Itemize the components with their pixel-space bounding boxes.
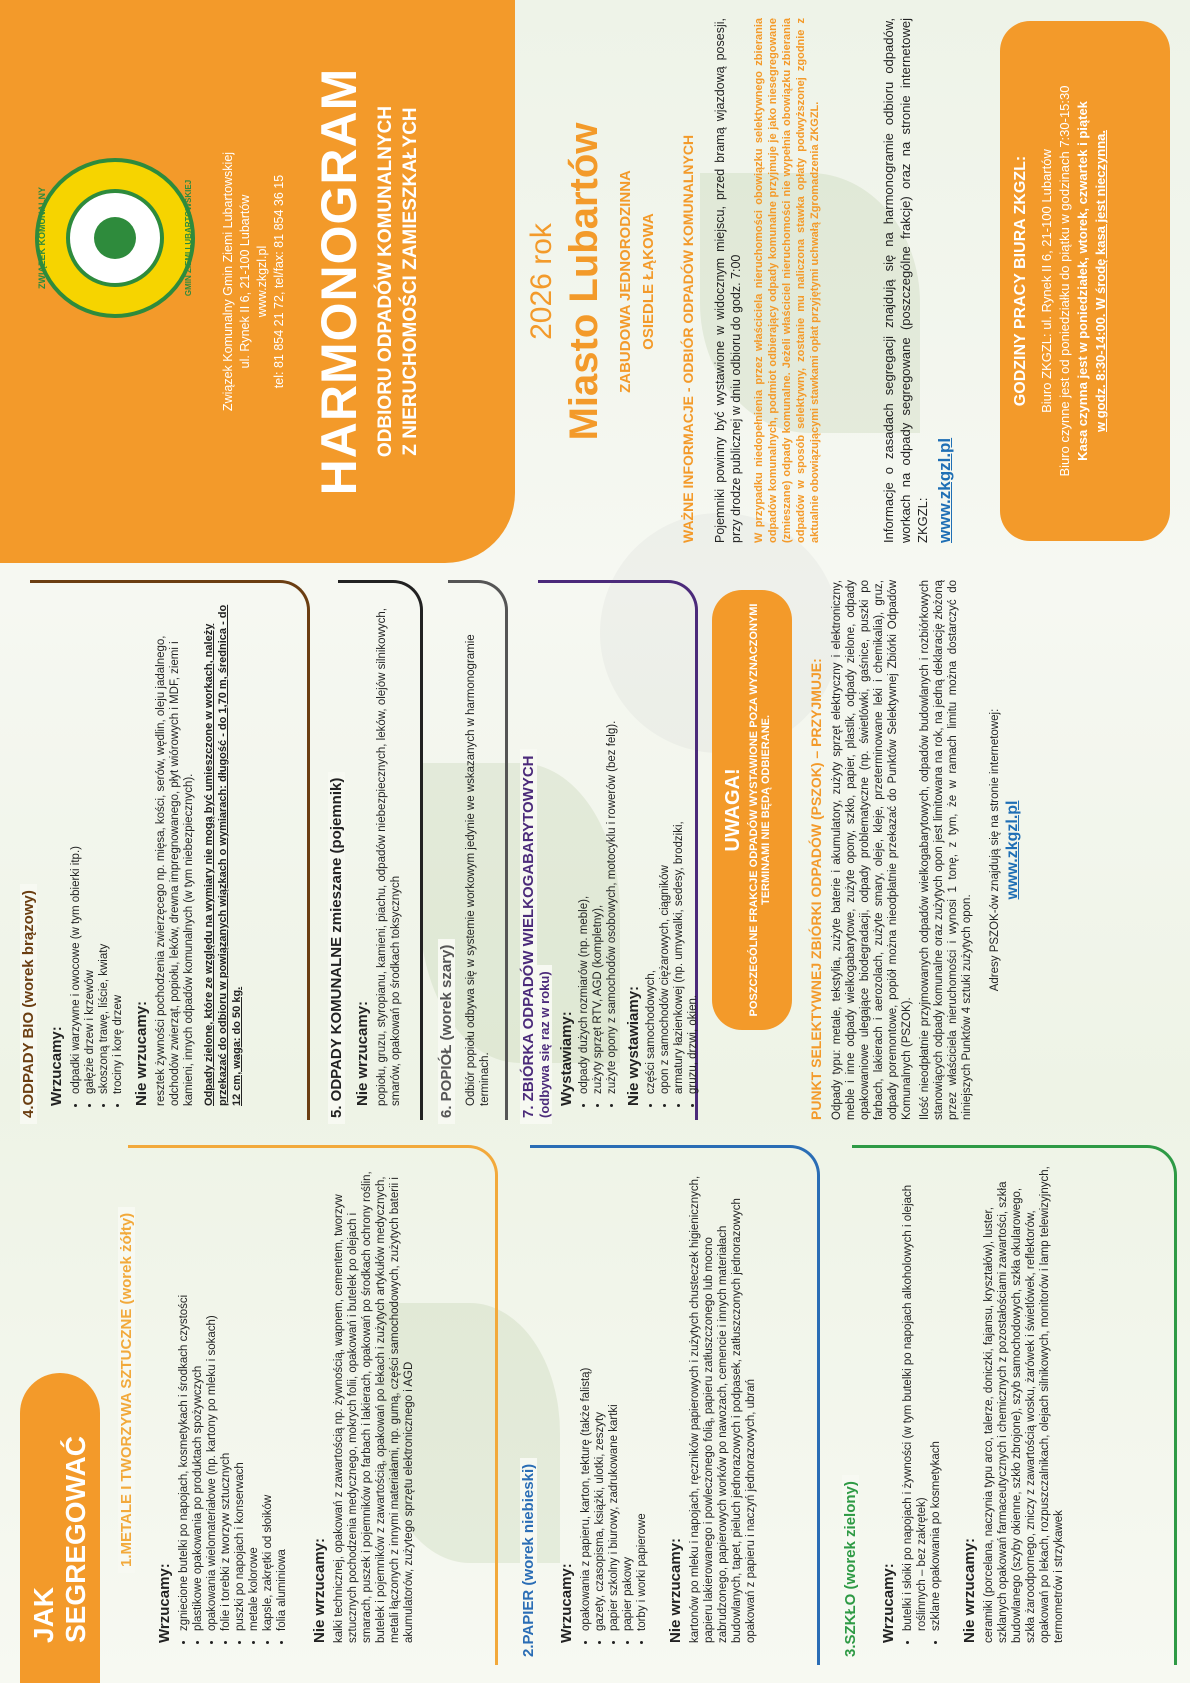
out-list	[644, 601, 700, 1106]
out-label: Nie wrzucamy:	[667, 1537, 684, 1643]
section-heading: 2.PAPIER (worek niebieski)	[520, 1458, 537, 1663]
info-warning: W przypadku niedopełnienia przez właściciela nieruchomości obowiązku selektywnego zbierania odpadów komunalnych, podmiot odbierający odpady komunalne przyjmuje je jako niesegregowane (zmieszane) odpady komunalne. Jeżeli właściciel nieruchomości nie wypełnia obowiązku zbierania odpadów w sposób selektywny, zostanie mu naliczona stawka opłaty podwyższonej zgodnie z aktualnie obowiązującymi stawkami opłat przyjętymi uchwałą Zgromadzenia ZKGZL.	[753, 18, 821, 543]
section-bulky	[520, 575, 700, 1130]
pszok-link[interactable]: www.zkgzl.pl	[1004, 800, 1021, 900]
list-item: • gałęzie drzew i krzewów	[83, 601, 97, 1094]
hours-office: Biuro czynne jest od poniedziałku do piątku w godzinach 7:30-15:30	[1057, 85, 1072, 477]
section-ash	[438, 575, 508, 1130]
warning-text: POSZCZEGÓLNE FRAKCJE ODPADÓW WYSTAWIONE POZA WYZNACZONYMI TERMINAMI NIE BĘDĄ ODBIERANE.	[748, 603, 772, 1017]
out-text: ceramiki (porcelana, naczynia typu arco, talerze, doniczki, fajansu, kryształów), luster, szklanych opakowań farmaceutycznych i chemicznych z pozostałościami zawartości, szkła budowlanego (szyby okienne, szkło zbrojone), szyb samochodowych, szkła okularowego, szkła żaroodpornego, zniczy z zawartością wosku, żarówek i świetlówek, reflektorów, opakowań po lekach, rozpuszczalnikach, olejach silnikowych, monitorów i lamp telewizyjnych, termometrów i strzykawek	[983, 1166, 1065, 1643]
list-item: • zgniecione butelki po napojach, kosmetykach i środkach czystości	[177, 1163, 191, 1631]
org-phone: tel: 81 854 21 72, tel/fax: 81 854 36 15	[272, 174, 286, 389]
list-item: • armatury łazienkowej (np. umywalki, sedesy, brodziki,	[672, 601, 686, 1094]
section-mixed	[328, 575, 423, 1130]
pszok-limit-text: Ilość nieodpłatnie przyjmowanych odpadów wielkogabarytowych, odpadów budowlanych i rozbiórkowych stanowiących odpady komunalne oraz zużytych opon jest limitowana na rok, na jedną deklarację złożoną przez właściciela nieruchomości i wynosi 1 tonę, z tym, że w ramach limitu można dostarczyć do niniejszych Punktów 4 sztuki zużytych opon.	[919, 580, 973, 1120]
out-label: Nie wystawiamy:	[625, 985, 642, 1106]
in-label: Wystawiamy:	[558, 1011, 575, 1106]
hours-heading: GODZINY PRACY BIURA ZKGZL:	[1012, 155, 1029, 407]
in-list	[579, 1163, 649, 1643]
city: Miasto Lubartów	[562, 122, 606, 441]
logo	[35, 158, 195, 318]
tree-icon	[94, 217, 136, 259]
pszok-address-label: Adresy PSZOK-ów znajdują się na stronie internetowej:	[989, 708, 1001, 992]
list-item: • trociny i korę drzew	[111, 601, 125, 1094]
column-schedule	[0, 0, 1190, 563]
org-name: Związek Komunalny Gmin Ziemi Lubartowskiej	[221, 151, 235, 412]
section-glass	[842, 1138, 1182, 1683]
pszok-text: Odpady typu: metale, tekstylia, zużyte baterie i akumulatory, zużyty sprzęt elektryczny i elektroniczny, meble i inne odpady wielkogabarytowe, zużyte opony, szkło, papier, plastik, odpady zielone, odpady opakowaniowe ulegające biodegradacji, odpady problematyczne (np. świetlówki, gaśnice, puszki po farbach, lakierach i aerozolach, zużyte smary, oleje, kleje, przeterminowane leki i chemikalia), gruz, odpady poremontowe, popiół można nieodpłatnie przekazać do Punktów Selektywnej Zbiórki Odpadów Komunalnych (PSZOK).	[831, 580, 913, 1120]
in-list	[69, 601, 125, 1106]
main-title: HARMONOGRAM	[311, 67, 367, 496]
list-item: • zużyte opony z samochodów osobowych, motocyklu i rowerów (bez felg).	[605, 601, 619, 1094]
out-label: Nie wrzucamy:	[961, 1537, 978, 1643]
hours-cash-2: w godz. 8:30-14:00. W środę kasa jest nieczynna.	[1093, 130, 1108, 432]
out-text: kalki technicznej, opakowań z zawartością np. żywnością, wapnem, cementem, tworzyw sztucznych pochodzenia medycznego, mokrych folii, opakowań i butelek po olejach i smarach, puszek i pojemników po farbach i lakierach, opakowań po środkach ochrony roślin, butelek i pojemników z zawartością, opakowań po lekach i zużytych artykułów medycznych, metali łączonych z innymi materiałami, np. gumą, części samochodowych, zużytych baterii i akumulatorów, zużytego sprzętu elektronicznego i AGD	[333, 1171, 415, 1643]
in-label: Wrzucamy:	[156, 1563, 173, 1643]
list-item: • torby i worki papierowe	[635, 1163, 649, 1631]
info-text: Pojemniki powinny być wystawione w widocznym miejscu, przed bramą wjazdową posesji, przy drodze publicznej w dniu odbioru do godz. 7:00	[713, 18, 743, 543]
list-item: • folie i torebki z tworzyw sztucznych	[219, 1163, 233, 1631]
hours-cash: Kasa czynna jest w poniedziałek, wtorek, czwartek i piątek	[1075, 101, 1090, 461]
column-fractions	[0, 570, 1190, 1130]
office-hours-box	[1000, 21, 1170, 541]
zone-name: OSIEDLE ŁĄKOWA	[640, 213, 657, 350]
list-item: • plastikowe opakowania po produktach spożywczych	[191, 1163, 205, 1631]
section-bio	[20, 575, 310, 1130]
list-item: • zużyty sprzęt RTV, AGD (kompletny),	[591, 601, 605, 1094]
info-text-2: Informacje o zasadach segregacji znajdują się na harmonogramie odbioru odpadów, workach na odpady segregowane (poszczególne frakcje) oraz na stronie internetowej ZKGZL:	[881, 18, 930, 543]
list-item: • szklane opakowania po kosmetykach	[929, 1163, 943, 1631]
info-heading: WAŻNE INFORMACJE - ODBIÓR ODPADÓW KOMUNALNYCH	[680, 134, 696, 543]
section-heading: 6. POPIÓŁ (worek szary)	[438, 939, 455, 1124]
list-item: • skoszoną trawę, liście, kwiaty	[97, 601, 111, 1094]
column-segregation	[0, 1133, 1190, 1683]
list-item: • kapsle, zakrętki od słoików	[261, 1163, 275, 1631]
logo-text-bottom: GMIN ZIEMI LUBARTOWSKIEJ	[184, 179, 193, 297]
in-list	[901, 1163, 943, 1643]
section-heading: 4.ODPADY BIO (worek brązowy)	[20, 884, 37, 1124]
list-item: • butelki i słoiki po napojach i żywności (w tym butelki po napojach alkoholowych i olejach roślinnych – bez zakrętek)	[901, 1163, 929, 1631]
list-item: • puszki po napojach i konserwach	[233, 1163, 247, 1631]
list-item: • odpady dużych rozmiarów (np. meble),	[577, 601, 591, 1094]
list-item: • odpadki warzywne i owocowe (w tym obierki itp.)	[69, 601, 83, 1094]
list-item: • papier szkolny i biurowy, zadrukowane kartki	[607, 1163, 621, 1631]
section-subheading: (odbywa się raz w roku)	[537, 965, 552, 1124]
in-label: Wrzucamy:	[880, 1563, 897, 1643]
list-item: • części samochodowych,	[644, 601, 658, 1094]
logo-text-top: ZWIĄZEK KOMUNALNY	[37, 187, 47, 289]
info-link[interactable]: www.zkgzl.pl	[935, 437, 954, 543]
pszok-heading: PUNKT SELEKTYWNEJ ZBIÓRKI ODPADÓW (PSZOK) – PRZYJMUJE:	[808, 658, 824, 1120]
section-heading: 1.METALE I TWORZYWA SZTUCZNE (worek żółty)	[118, 1207, 135, 1573]
list-item: • folia aluminiowa	[275, 1163, 289, 1631]
list-item: • opakowania wielomateriałowe (np. kartony po mleku i sokach)	[205, 1163, 219, 1631]
out-label: Nie wrzucamy:	[354, 1000, 371, 1106]
hours-address: Biuro ZKGZL: ul. Rynek II 6, 21-100 Lubartów	[1039, 149, 1054, 413]
list-item: • gazety, czasopisma, książki, ulotki, zeszyty	[593, 1163, 607, 1631]
section-paper	[520, 1138, 820, 1683]
bio-note: Odpady zielone, które ze względu na wymiary nie mogą być umieszczone w workach, należy przekazać do odbioru w powiązanych wiązkach o wymiarach: długość - do 1,70 m, średnica - do 12 cm, waga: do 50 kg.	[203, 604, 243, 1106]
out-text: resztek żywności pochodzenia zwierzęcego np. mięsa, kości, serów, wędlin, oleju jadalnego, odchodów zwierząt, popiołu, leków, drewna impregnowanego, płyt wiórowych i MDF, ziemi i kamieni, innych odpadów komunalnych (w tym niebezpiecznych).	[155, 635, 195, 1106]
list-item: • gruzu, drzwi, okien.	[686, 601, 700, 1094]
list-item: • opon z samochodów ciężarowych, ciągników	[658, 601, 672, 1094]
logo-inner	[66, 189, 164, 287]
section-metals	[118, 1138, 498, 1683]
year: 2026 rok	[525, 223, 558, 340]
in-label: Wrzucamy:	[48, 1026, 65, 1106]
main-subtitle-1: ODBIORU ODPADÓW KOMUNALNYCH	[375, 105, 396, 458]
ash-text: Odbiór popiołu odbywa się w systemie workowym jedynie we wskazanych w harmonogramie terminach.	[465, 634, 491, 1106]
section-heading: 7. ZBIÓRKA ODPADÓW WIELKOGABARYTOWYCH	[520, 750, 537, 1125]
in-label: Wrzucamy:	[558, 1563, 575, 1643]
section-pszok	[808, 570, 1183, 1130]
list-item: • papier pakowy	[621, 1163, 635, 1631]
list-item: • metale kolorowe	[247, 1163, 261, 1631]
section-heading: 3.SZKŁO (worek zielony)	[842, 1475, 859, 1663]
list-item: • opakowania z papieru, karton, tekturę (także falistą)	[579, 1163, 593, 1631]
main-subtitle-2: Z NIERUCHOMOŚCI ZAMIESZKAŁYCH	[400, 107, 421, 456]
org-info	[220, 0, 288, 563]
page-title: JAK SEGREGOWAĆ	[20, 1373, 100, 1683]
in-list	[577, 601, 619, 1106]
out-text: kartonów po mleku i napojach, ręczników papierowych i zużytych chusteczek higienicznych, papieru lakierowanego i powleczonego folią, papieru zatłuszczonego lub mocno zabrudzonego, papierowych worków po nawozach, cemencie i innych materiałach budowlanych, tapet, pieluch jednorazowych i podpasek, zatłuszczonych jednorazowych opakowań z papieru i naczyń jednorazowych, ubrań	[689, 1175, 757, 1643]
out-label: Nie wrzucamy:	[311, 1537, 328, 1643]
org-address: ul. Rynek II 6, 21-100 Lubartów	[238, 194, 252, 369]
in-list	[177, 1163, 289, 1643]
org-website: www.zkgzl.pl	[255, 245, 269, 318]
warning-box	[712, 590, 792, 1030]
section-heading: 5. ODPADY KOMUNALNE zmieszane (pojemnik)	[328, 772, 345, 1124]
zone-type: ZABUDOWA JEDNORODZINNA	[617, 170, 634, 393]
out-text: popiołu, gruzu, styropianu, kamieni, piachu, odpadów niebezpiecznych, leków, olejów silnikowych, smarów, opakowań po środkach toksycznych	[376, 608, 402, 1106]
warning-title: UWAGA!	[722, 768, 744, 852]
out-label: Nie wrzucamy:	[133, 1000, 150, 1106]
